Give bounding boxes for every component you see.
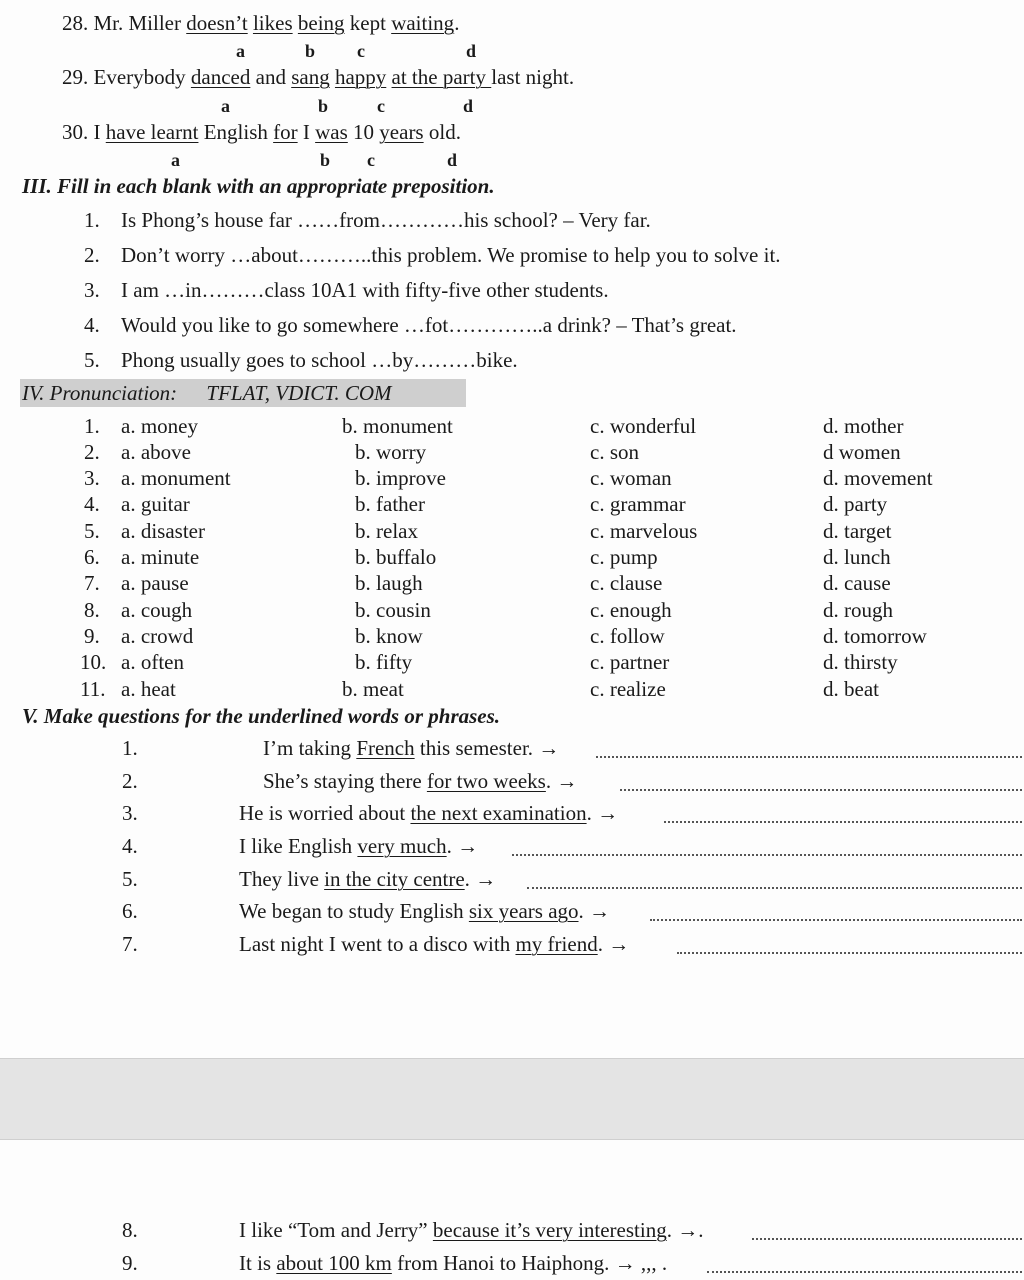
label-c: c <box>377 96 385 116</box>
option-d: d. lunch <box>823 545 891 569</box>
option-b: b. fifty <box>355 650 413 674</box>
pron-row-number: 2. <box>84 440 100 464</box>
option-c: c. woman <box>590 466 672 490</box>
question-number: 3. <box>122 801 138 825</box>
question-sentence: They live in the city centre. → <box>239 867 497 891</box>
option-b: b. meat <box>342 677 404 701</box>
option-c: c. partner <box>590 650 670 674</box>
question-29: 29. Everybody danced and sang happy at the party last night. <box>62 65 575 89</box>
pron-row-number: 6. <box>84 545 100 569</box>
label-b: b <box>305 41 316 61</box>
option-d: d women <box>823 440 901 464</box>
question-number: 4. <box>122 834 138 858</box>
pron-row-number: 1. <box>84 414 100 438</box>
answer-line[interactable] <box>620 789 1022 791</box>
underlined-phrase: French <box>356 736 415 760</box>
section-4-title: IV. Pronunciation: TFLAT, VDICT. COM <box>22 381 392 405</box>
option-d: d. mother <box>823 414 904 438</box>
option-d: years <box>379 120 424 144</box>
label-d: d <box>447 150 458 170</box>
question-sentence: It is about 100 km from Hanoi to Haiphong. → ,,, . <box>239 1251 668 1275</box>
option-d: d. rough <box>823 598 893 622</box>
underlined-phrase: six years ago <box>468 899 579 923</box>
watermark-text: TFLAT, VDICT. COM <box>206 381 392 405</box>
option-b: b. cousin <box>355 598 431 622</box>
option-a: a. often <box>121 650 184 674</box>
underlined-phrase: because it’s very interesting <box>432 1218 667 1242</box>
option-d: d. thirsty <box>823 650 898 674</box>
option-c: c. enough <box>590 598 672 622</box>
pron-row-number: 3. <box>84 466 100 490</box>
answer-line[interactable] <box>596 756 1022 758</box>
pron-row-number: 10. <box>80 650 107 674</box>
option-a: a. monument <box>121 466 231 490</box>
pron-row-number: 7. <box>84 571 100 595</box>
fill-item: 5. <box>84 348 100 372</box>
section-5-title: V. Make questions for the underlined words or phrases. <box>22 704 501 728</box>
question-number: 5. <box>122 867 138 891</box>
underlined-phrase: about 100 km <box>276 1251 392 1275</box>
answer-line[interactable] <box>677 952 1022 954</box>
underlined-phrase: in the city centre <box>324 867 465 891</box>
pron-row-number: 9. <box>84 624 100 648</box>
label-a: a <box>221 96 230 116</box>
option-c: being <box>297 11 345 35</box>
option-b: b. buffalo <box>355 545 437 569</box>
option-d: d. beat <box>823 677 879 701</box>
option-b: b. father <box>355 492 425 516</box>
option-a: a. heat <box>121 677 176 701</box>
fill-item-text: Would you like to go somewhere …fot…………..a drink? – That’s great. <box>121 313 737 337</box>
option-a: a. pause <box>121 571 189 595</box>
pron-row-number: 4. <box>84 492 100 516</box>
fill-item: 3. <box>84 278 100 302</box>
option-d: d. target <box>823 519 892 543</box>
option-b: b. laugh <box>355 571 423 595</box>
option-c: c. grammar <box>590 492 686 516</box>
option-c: c. wonderful <box>590 414 697 438</box>
fill-item-text: Don’t worry …about………..this problem. We promise to help you to solve it. <box>121 243 781 267</box>
question-sentence: I like “Tom and Jerry” because it’s very interesting. →. <box>239 1218 704 1242</box>
option-b: sang <box>291 65 330 89</box>
option-a: doesn’t <box>186 11 248 35</box>
option-a: danced <box>190 65 251 89</box>
question-number: 7. <box>122 932 138 956</box>
question-number: 9. <box>122 1251 138 1275</box>
page-break-band <box>0 1058 1024 1140</box>
option-c: c. realize <box>590 677 666 701</box>
fill-item: 2. <box>84 243 100 267</box>
answer-line[interactable] <box>650 919 1022 921</box>
label-d: d <box>466 41 477 61</box>
label-a: a <box>171 150 180 170</box>
question-number: 2. <box>122 769 138 793</box>
question-sentence: Last night I went to a disco with my friend. → <box>239 932 630 956</box>
fill-item-text: Phong usually goes to school …by………bike. <box>121 348 518 372</box>
option-d: waiting <box>391 11 455 35</box>
underlined-phrase: my friend <box>515 932 598 956</box>
question-number: 8. <box>122 1218 138 1242</box>
question-sentence: He is worried about the next examination. → <box>239 801 619 825</box>
option-c: c. clause <box>590 571 663 595</box>
label-b: b <box>320 150 331 170</box>
question-number: 6. <box>122 899 138 923</box>
fill-item-text: I am …in………class 10A1 with fifty-five other students. <box>121 278 609 302</box>
question-sentence: I’m taking French this semester. → <box>263 736 560 760</box>
label-c: c <box>367 150 375 170</box>
answer-line[interactable] <box>664 821 1022 823</box>
question-30: 30. I have learnt English for I was 10 years old. <box>62 120 461 144</box>
option-d: d. cause <box>823 571 891 595</box>
option-b: b. know <box>355 624 423 648</box>
fill-item: 4. <box>84 313 100 337</box>
option-b: b. improve <box>355 466 446 490</box>
answer-line[interactable] <box>512 854 1022 856</box>
label-d: d <box>463 96 474 116</box>
option-c: c. follow <box>590 624 665 648</box>
question-sentence: She’s staying there for two weeks. → <box>263 769 578 793</box>
option-a: have learnt <box>105 120 199 144</box>
underlined-phrase: for two weeks <box>426 769 546 793</box>
option-a: a. minute <box>121 545 200 569</box>
option-b: b. relax <box>355 519 418 543</box>
option-c: c. son <box>590 440 639 464</box>
label-b: b <box>318 96 329 116</box>
option-a: a. above <box>121 440 191 464</box>
option-b: b. worry <box>355 440 427 464</box>
answer-line[interactable] <box>527 887 1022 889</box>
label-a: a <box>236 41 245 61</box>
label-c: c <box>357 41 365 61</box>
fill-item-text: Is Phong’s house far ……from…………his school? – Very far. <box>121 208 651 232</box>
option-a: a. guitar <box>121 492 190 516</box>
underlined-phrase: the next examination <box>410 801 587 825</box>
option-c: happy <box>334 65 387 89</box>
pron-row-number: 5. <box>84 519 100 543</box>
option-c: c. marvelous <box>590 519 698 543</box>
option-d: d. party <box>823 492 888 516</box>
section-3-title: III. Fill in each blank with an appropriate preposition. <box>22 174 495 198</box>
option-b: b. monument <box>342 414 453 438</box>
option-a: a. crowd <box>121 624 194 648</box>
fill-item: 1. <box>84 208 100 232</box>
option-c: was <box>315 120 348 144</box>
question-sentence: I like English very much. → <box>239 834 479 858</box>
question-28: 28. Mr. Miller doesn’t likes being kept waiting. <box>62 11 460 35</box>
underlined-phrase: very much <box>357 834 447 858</box>
option-a: a. disaster <box>121 519 205 543</box>
pron-row-number: 8. <box>84 598 100 622</box>
question-sentence: We began to study English six years ago. → <box>239 899 611 923</box>
option-d: d. tomorrow <box>823 624 927 648</box>
option-c: c. pump <box>590 545 658 569</box>
option-d: d. movement <box>823 466 933 490</box>
question-number: 1. <box>122 736 138 760</box>
answer-line[interactable] <box>752 1238 1022 1240</box>
option-b: for <box>273 120 298 144</box>
option-a: a. cough <box>121 598 193 622</box>
option-a: a. money <box>121 414 198 438</box>
answer-line[interactable] <box>707 1271 1022 1273</box>
option-d: at the party <box>391 65 492 89</box>
option-b: likes <box>252 11 293 35</box>
pron-row-number: 11. <box>80 677 106 701</box>
